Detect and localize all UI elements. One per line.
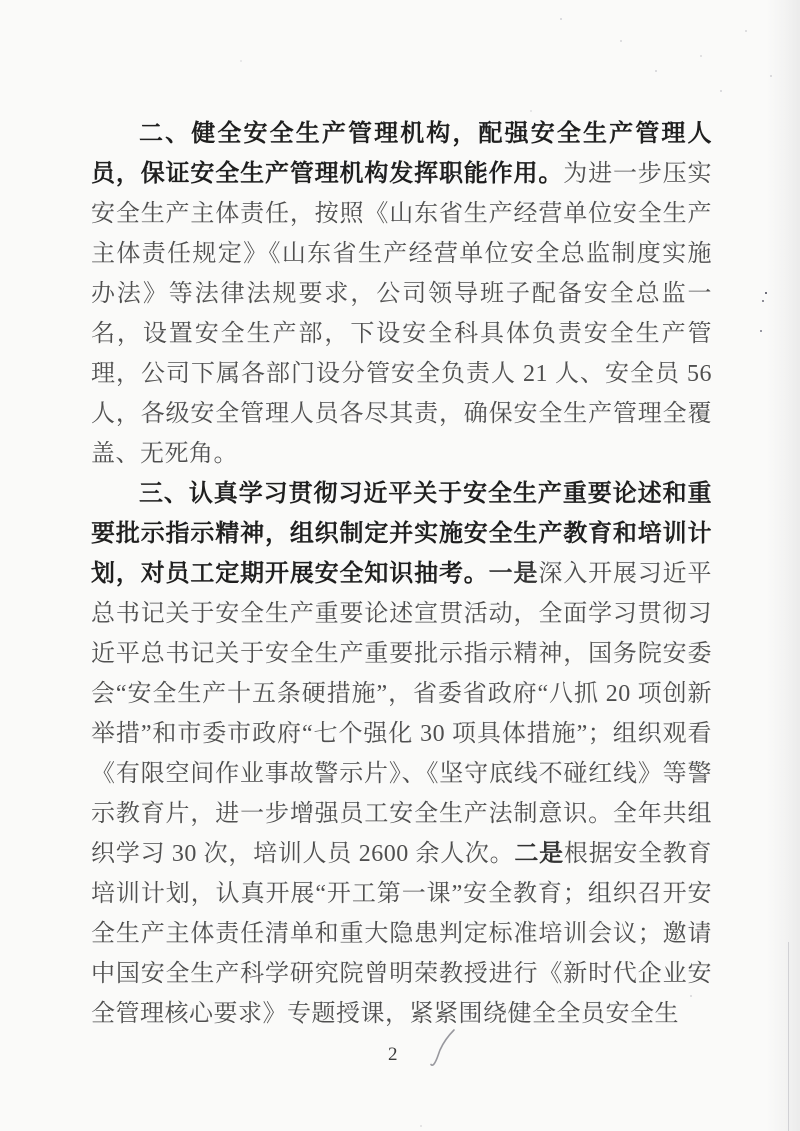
paragraph-section-3 bbox=[91, 474, 712, 1034]
handwritten-tick-icon bbox=[427, 1027, 459, 1069]
section-2-body-text: 为进一步压实安全生产主体责任，按照《山东省生产经营单位安全生产主体责任规定》《山东省生产经营单位安全总监制度实施办法》等法律法规要求，公司领导班子配备安全总监一名，设置安全生产部，下设安全科具体负责安全生产管理，公司下属各部门设分管安全负责人 21 人、安全员 56 人，各级安全管理人员各尽其责，确保安全生产管理全覆盖、无死角。 bbox=[91, 161, 713, 467]
page-number: 2 bbox=[388, 1044, 398, 1065]
document-body bbox=[91, 114, 712, 1034]
section-3-item-1-text: 深入开展习近平总书记关于安全生产重要论述宣贯活动，全面学习贯彻习近平总书记关于安全生产重要批示指示精神，国务院安委会“安全生产十五条硬措施”，省委省政府“八抓 20 项创新举措”和市委市政府“七个强化 30 项具体措施”；组织观看《有限空间作业事故警示片》、《坚守底线不碰红线》等警示教育片，进一步增强员工安全生产法制意识。全年共组织学习 30 次，培训人员 2600 余人次。 bbox=[91, 561, 713, 867]
section-3-item-2-text: 根据安全教育培训计划，认真开展“开工第一课”安全教育；组织召开安全生产主体责任清单和重大隐患判定标准培训会议；邀请中国安全生产科学研究院曾明荣教授进行《新时代企业安全管理核心要求》专题授课，紧紧围绕健全全员安全生 bbox=[91, 841, 713, 1027]
section-3-heading-text: 三、认真学习贯彻习近平关于安全生产重要论述和重要批示指示精神，组织制定并实施安全生产教育和培训计划，对员工定期开展安全知识抽考。 bbox=[91, 480, 712, 587]
scan-noise-speckles bbox=[0, 0, 2, 2]
paragraph-section-2 bbox=[91, 114, 712, 474]
scan-edge-shadow bbox=[766, 0, 800, 1131]
scan-edge-line bbox=[788, 942, 789, 1131]
section-3-item-1-marker: 一是 bbox=[488, 561, 539, 587]
section-3-item-2-marker: 二是 bbox=[514, 841, 564, 867]
section-2-heading-text: 二、健全安全生产管理机构，配强安全生产管理人员，保证安全生产管理机构发挥职能作用。 bbox=[91, 120, 712, 187]
